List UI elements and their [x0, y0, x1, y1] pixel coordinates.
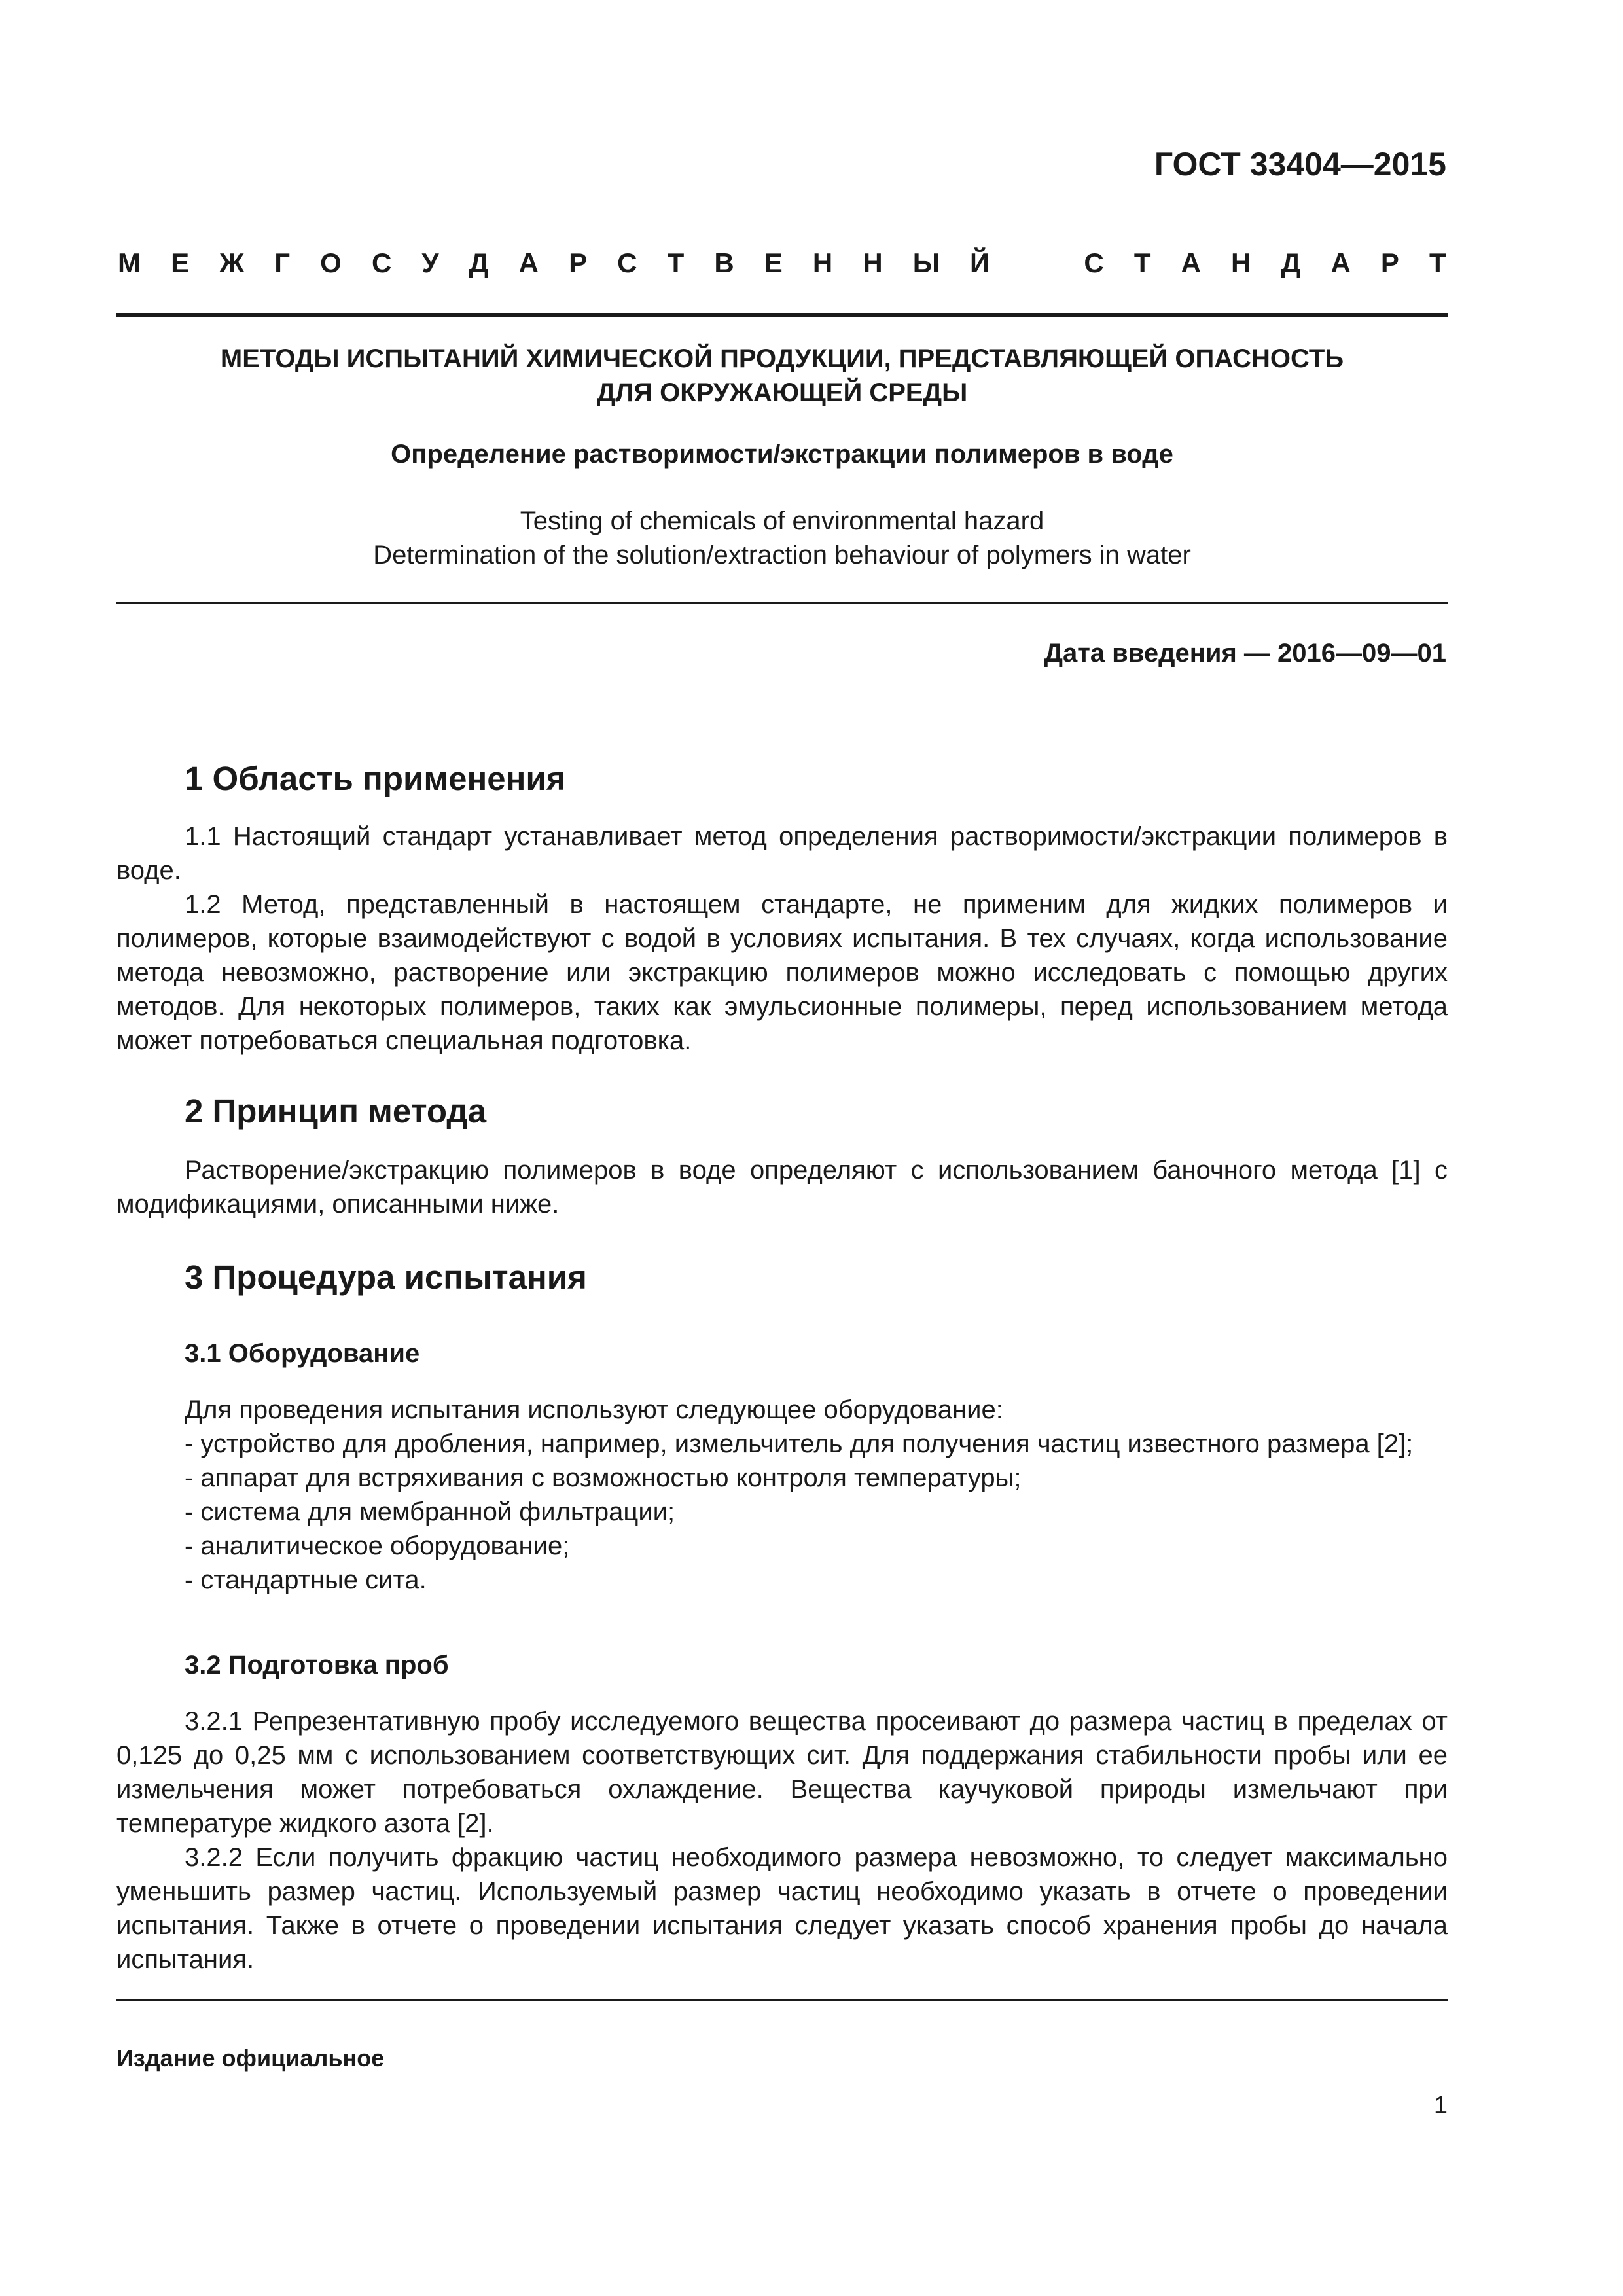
list-item: - устройство для дробления, например, измельчитель для получения частиц известного размера [2]; [185, 1429, 1414, 1458]
official-edition-label: Издание официальное [116, 2045, 385, 2072]
equipment-intro: Для проведения испытания используют следующее оборудование: [185, 1395, 1003, 1424]
standard-type-letter: А [1330, 247, 1351, 278]
section-1-heading: 1 Область применения [185, 760, 566, 797]
standard-type-letter: А [1181, 247, 1201, 278]
section-2-body [116, 1153, 1448, 1221]
section-2-heading: 2 Принцип метода [185, 1092, 487, 1130]
letter-gap [1020, 247, 1054, 279]
document-title [116, 342, 1448, 410]
title-divider [116, 602, 1448, 604]
english-title [116, 504, 1448, 572]
standard-type-heading [118, 247, 1446, 279]
standard-type-letter: Р [1380, 247, 1399, 278]
header-divider [116, 313, 1448, 317]
standard-type-letter: Д [1281, 247, 1301, 278]
standard-type-letter: А [518, 247, 539, 278]
equipment-list [116, 1393, 1448, 1597]
title-line-2: ДЛЯ ОКРУЖАЮЩЕЙ СРЕДЫ [596, 378, 968, 407]
standard-type-letter: Р [569, 247, 588, 278]
standard-type-letter: Й [970, 247, 990, 278]
standard-type-letter: Ы [912, 247, 940, 278]
subsection-3-2-heading: 3.2 Подготовка проб [185, 1651, 449, 1679]
list-item: - аналитическое оборудование; [185, 1532, 570, 1560]
standard-type-letter: Д [469, 247, 489, 278]
footer-divider [116, 1999, 1448, 2001]
standard-type-letter: С [371, 247, 392, 278]
list-item: - стандартные сита. [185, 1566, 427, 1594]
list-item: - система для мембранной фильтрации; [185, 1498, 675, 1526]
section-3-heading: 3 Процедура испытания [185, 1259, 587, 1296]
standard-type-letter: У [421, 247, 439, 278]
standard-type-letter: В [714, 247, 734, 278]
english-title-line-2: Determination of the solution/extraction behaviour of polymers in water [373, 541, 1191, 569]
page-number: 1 [1433, 2092, 1448, 2119]
paragraph-1-1: 1.1 Настоящий стандарт устанавливает метод определения растворимости/экстракции полимеров в воде. [116, 822, 1448, 885]
section-1-body [116, 819, 1448, 1058]
standard-type-letter: О [320, 247, 342, 278]
document-subtitle: Определение растворимости/экстракции полимеров в воде [391, 440, 1173, 469]
standard-type-letter: Т [667, 247, 685, 278]
standard-type-letter: Г [274, 247, 291, 278]
english-title-line-1: Testing of chemicals of environmental hazard [520, 507, 1044, 535]
subsection-3-1-heading: 3.1 Оборудование [185, 1339, 420, 1368]
date-of-introduction: Дата введения — 2016—09—01 [1044, 639, 1446, 668]
gost-number: ГОСТ 33404—2015 [1154, 146, 1446, 183]
standard-type-letter: М [118, 247, 141, 278]
paragraph-1-2: 1.2 Метод, представленный в настоящем стандарте, не применим для жидких полимеров и полимеров, которые взаимодействуют с водой в условиях испытания. В тех случаях, когда использование метода невозможно, растворение или экстракцию полимеров можно исследовать с помощью других методов. Для некоторых полимеров, таких как эмульсионные полимеры, перед использованием метода может потребоваться специальная подготовка. [116, 890, 1448, 1055]
standard-type-letter: Н [1231, 247, 1251, 278]
standard-type-letter: С [1084, 247, 1104, 278]
paragraph-3-2-2: 3.2.2 Если получить фракцию частиц необходимого размера невозможно, то следует максимально уменьшить размер частиц. Используемый размер частиц необходимо указать в отчете о проведении испытания. Также в отчете о проведении испытания следует указать способ хранения пробы до начала испытания. [116, 1843, 1448, 1974]
standard-type-letter: С [617, 247, 637, 278]
standard-type-letter: Н [812, 247, 833, 278]
section-3-2-body [116, 1704, 1448, 1977]
list-item: - аппарат для встряхивания с возможностью контроля температуры; [185, 1463, 1022, 1492]
standard-type-letter: Ж [219, 247, 245, 278]
standard-type-letter: Н [863, 247, 883, 278]
paragraph-3-2-1: 3.2.1 Репрезентативную пробу исследуемого вещества просеивают до размера частиц в пределах от 0,125 до 0,25 мм с использованием соответствующих сит. Для поддержания стабильности пробы или ее измельчения может потребоваться охлаждение. Вещества каучуковой природы измельчают при температуре жидкого азота [2]. [116, 1707, 1448, 1838]
standard-type-letter: Т [1133, 247, 1151, 278]
standard-type-letter: Е [171, 247, 190, 278]
title-line-1: МЕТОДЫ ИСПЫТАНИЙ ХИМИЧЕСКОЙ ПРОДУКЦИИ, ПРЕДСТАВЛЯЮЩЕЙ ОПАСНОСТЬ [220, 344, 1344, 373]
standard-type-letter: Т [1429, 247, 1446, 278]
standard-type-letter: Е [764, 247, 783, 278]
paragraph-2: Растворение/экстракцию полимеров в воде определяют с использованием баночного метода [1] с модификациями, описанными ниже. [116, 1156, 1448, 1219]
